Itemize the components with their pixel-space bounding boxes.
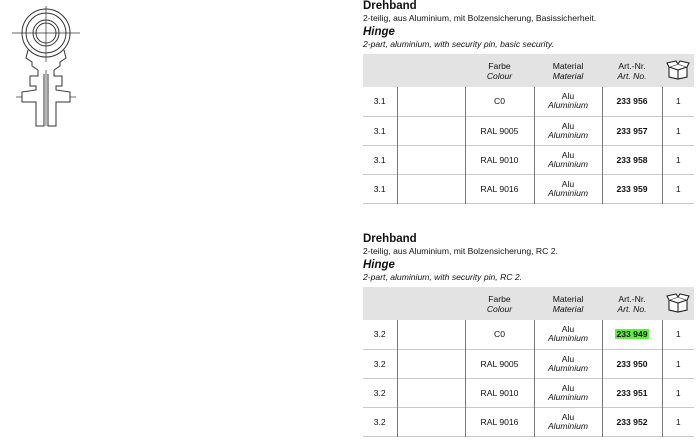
row-material: Alu Aluminium	[534, 116, 602, 145]
row-article-number: 233 957	[602, 116, 662, 145]
section-subtitle-de: 2-teilig, aus Aluminium, mit Bolzensicherung, RC 2.	[363, 246, 558, 256]
row-number: 3.2	[363, 349, 397, 378]
row-colour: RAL 9005	[465, 349, 534, 378]
section-title-de: Drehband	[363, 233, 417, 245]
quantity-header	[662, 287, 694, 320]
row-quantity: 1	[675, 154, 681, 165]
row-colour: C0	[465, 320, 534, 349]
package-box-icon	[666, 293, 690, 313]
row-article-number	[602, 320, 662, 349]
row-colour: RAL 9016	[465, 407, 534, 436]
row-material: Alu Aluminium	[534, 320, 602, 349]
row-blank	[397, 407, 465, 436]
row-quantity: 1	[675, 125, 681, 136]
section-title-en: Hinge	[363, 26, 395, 38]
row-article-number: 233 952	[602, 407, 662, 436]
row-article-number: 233 959	[602, 174, 662, 203]
table-row	[363, 116, 694, 145]
row-number: 3.1	[363, 87, 397, 116]
table-row	[363, 349, 694, 378]
row-blank	[397, 145, 465, 174]
table-header-row	[363, 287, 694, 320]
row-blank	[397, 378, 465, 407]
row-quantity: 1	[675, 183, 681, 194]
row-colour: RAL 9010	[465, 145, 534, 174]
row-blank	[397, 349, 465, 378]
section-subtitle-de: 2-teilig, aus Aluminium, mit Bolzensicherung, Basissicherheit.	[363, 13, 597, 23]
row-blank	[397, 87, 465, 116]
article-number-header: Art.-Nr. Art. No.	[617, 60, 647, 81]
table-row	[363, 407, 694, 436]
product-table	[363, 287, 694, 437]
table-row	[363, 145, 694, 174]
row-colour: C0	[465, 87, 534, 116]
row-colour: RAL 9010	[465, 378, 534, 407]
row-blank	[397, 116, 465, 145]
row-number: 3.1	[363, 145, 397, 174]
row-article-number: 233 950	[602, 349, 662, 378]
row-colour: RAL 9016	[465, 174, 534, 203]
table-row	[363, 320, 694, 349]
table-row	[363, 378, 694, 407]
row-article-number: 233 956	[602, 87, 662, 116]
hinge-technical-drawing	[8, 4, 88, 134]
highlighted-article-number: 233 949	[616, 329, 648, 340]
row-material: Alu Aluminium	[534, 349, 602, 378]
section-subtitle-en: 2-part, aluminium, with security pin, RC 2.	[363, 272, 523, 282]
row-quantity: 1	[675, 329, 681, 340]
row-article-number: 233 958	[602, 145, 662, 174]
section-subtitle-en: 2-part, aluminium, with security pin, basic security.	[363, 39, 554, 49]
row-quantity: 1	[675, 416, 681, 427]
section-title-en: Hinge	[363, 259, 395, 271]
colour-header: Farbe Colour	[486, 60, 513, 81]
row-colour: RAL 9005	[465, 116, 534, 145]
row-blank	[397, 320, 465, 349]
row-material: Alu Aluminium	[534, 174, 602, 203]
row-number: 3.2	[363, 407, 397, 436]
product-table	[363, 54, 694, 204]
colour-header: Farbe Colour	[486, 293, 513, 314]
row-quantity: 1	[675, 96, 681, 107]
table-header-row	[363, 54, 694, 87]
table-row	[363, 174, 694, 203]
material-header: Material Material	[552, 293, 584, 314]
row-material: Alu Aluminium	[534, 378, 602, 407]
row-number: 3.1	[363, 174, 397, 203]
row-number: 3.2	[363, 378, 397, 407]
table-row	[363, 87, 694, 116]
row-quantity: 1	[675, 387, 681, 398]
row-number: 3.2	[363, 320, 397, 349]
row-material: Alu Aluminium	[534, 145, 602, 174]
quantity-header	[662, 54, 694, 87]
row-number: 3.1	[363, 116, 397, 145]
product-section-1	[363, 0, 695, 204]
row-material: Alu Aluminium	[534, 407, 602, 436]
material-header: Material Material	[552, 60, 584, 81]
row-material: Alu Aluminium	[534, 87, 602, 116]
row-blank	[397, 174, 465, 203]
product-section-2	[363, 233, 695, 437]
package-box-icon	[666, 60, 690, 80]
row-article-number: 233 951	[602, 378, 662, 407]
article-number-header: Art.-Nr. Art. No.	[617, 293, 647, 314]
row-quantity: 1	[675, 358, 681, 369]
section-title-de: Drehband	[363, 0, 417, 12]
